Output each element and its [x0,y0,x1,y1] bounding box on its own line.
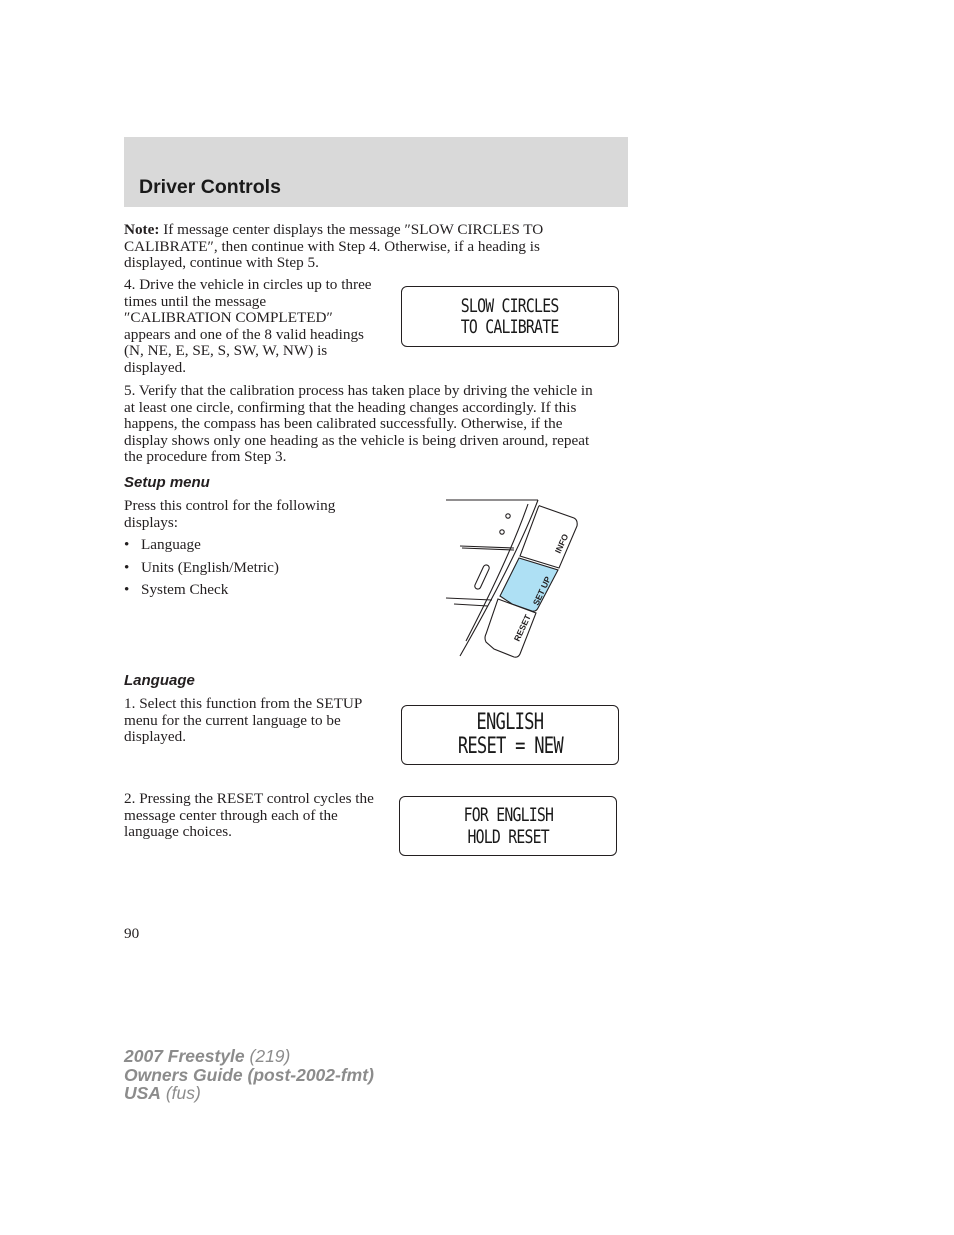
calibrate-display [401,286,619,347]
english-display [401,705,619,765]
hold-reset-display-line-2: HOLD RESET [467,826,549,848]
list-item: • System Check [124,581,229,598]
list-item: • Language [124,536,201,553]
reset-button-label: RESET [511,612,533,643]
language-step-2: 2. Pressing the RESET control cycles the message center through each of the language choices. [124,790,374,841]
setup-menu-list [124,537,279,605]
section-title: Driver Controls [139,176,281,198]
language-step-1: 1. Select this function from the SETUP menu for the current language to be displayed. [124,695,362,746]
calibrate-display-line-1: SLOW CIRCLES [461,294,559,317]
setup-menu-heading: Setup menu [124,474,210,491]
setup-button-label: SET UP [530,574,553,607]
bullet-icon: • [124,581,130,598]
english-display-line-2: RESET = NEW [457,734,563,759]
hold-reset-display-line-1: FOR ENGLISH [463,804,553,826]
document-footer: 2007 Freestyle (219) Owners Guide (post-2002-fmt) USA (fus) [124,1046,374,1103]
note-paragraph [124,222,604,272]
note-label: Note: [124,221,160,238]
setup-menu-intro: Press this control for the following displays: [124,497,336,531]
bullet-icon: • [124,558,130,576]
step-4-text: 4. Drive the vehicle in circles up to three times until the message ″CALIBRATION COMPLETED″ appears and one of the 8 valid headings (N, NE, E, SE, S, SW, W, NW) is displayed. [124,276,372,376]
info-button-label: INFO [552,532,571,555]
bullet-icon: • [124,536,130,553]
language-heading: Language [124,672,195,689]
page-number: 90 [124,925,140,942]
setup-control-illustration [440,496,585,662]
step-5-text: 5. Verify that the calibration process has taken place by driving the vehicle in at least one circle, confirming that the heading changes accordingly. If this happens, the compass has been calibrated successfully. Otherwise, if the display shows only one heading as the vehicle is being driven around, repeat the procedure from Step 3. [124,382,593,466]
hold-reset-display [399,796,617,856]
list-item: • Units (English/Metric) [124,558,279,576]
note-text: If message center displays the message ″SLOW CIRCLES TO CALIBRATE″, then continue with Step 4. Otherwise, if a heading is displayed, continue with Step 5. [124,221,544,272]
calibrate-display-line-2: TO CALIBRATE [461,315,559,338]
english-display-line-1: ENGLISH [476,710,544,735]
